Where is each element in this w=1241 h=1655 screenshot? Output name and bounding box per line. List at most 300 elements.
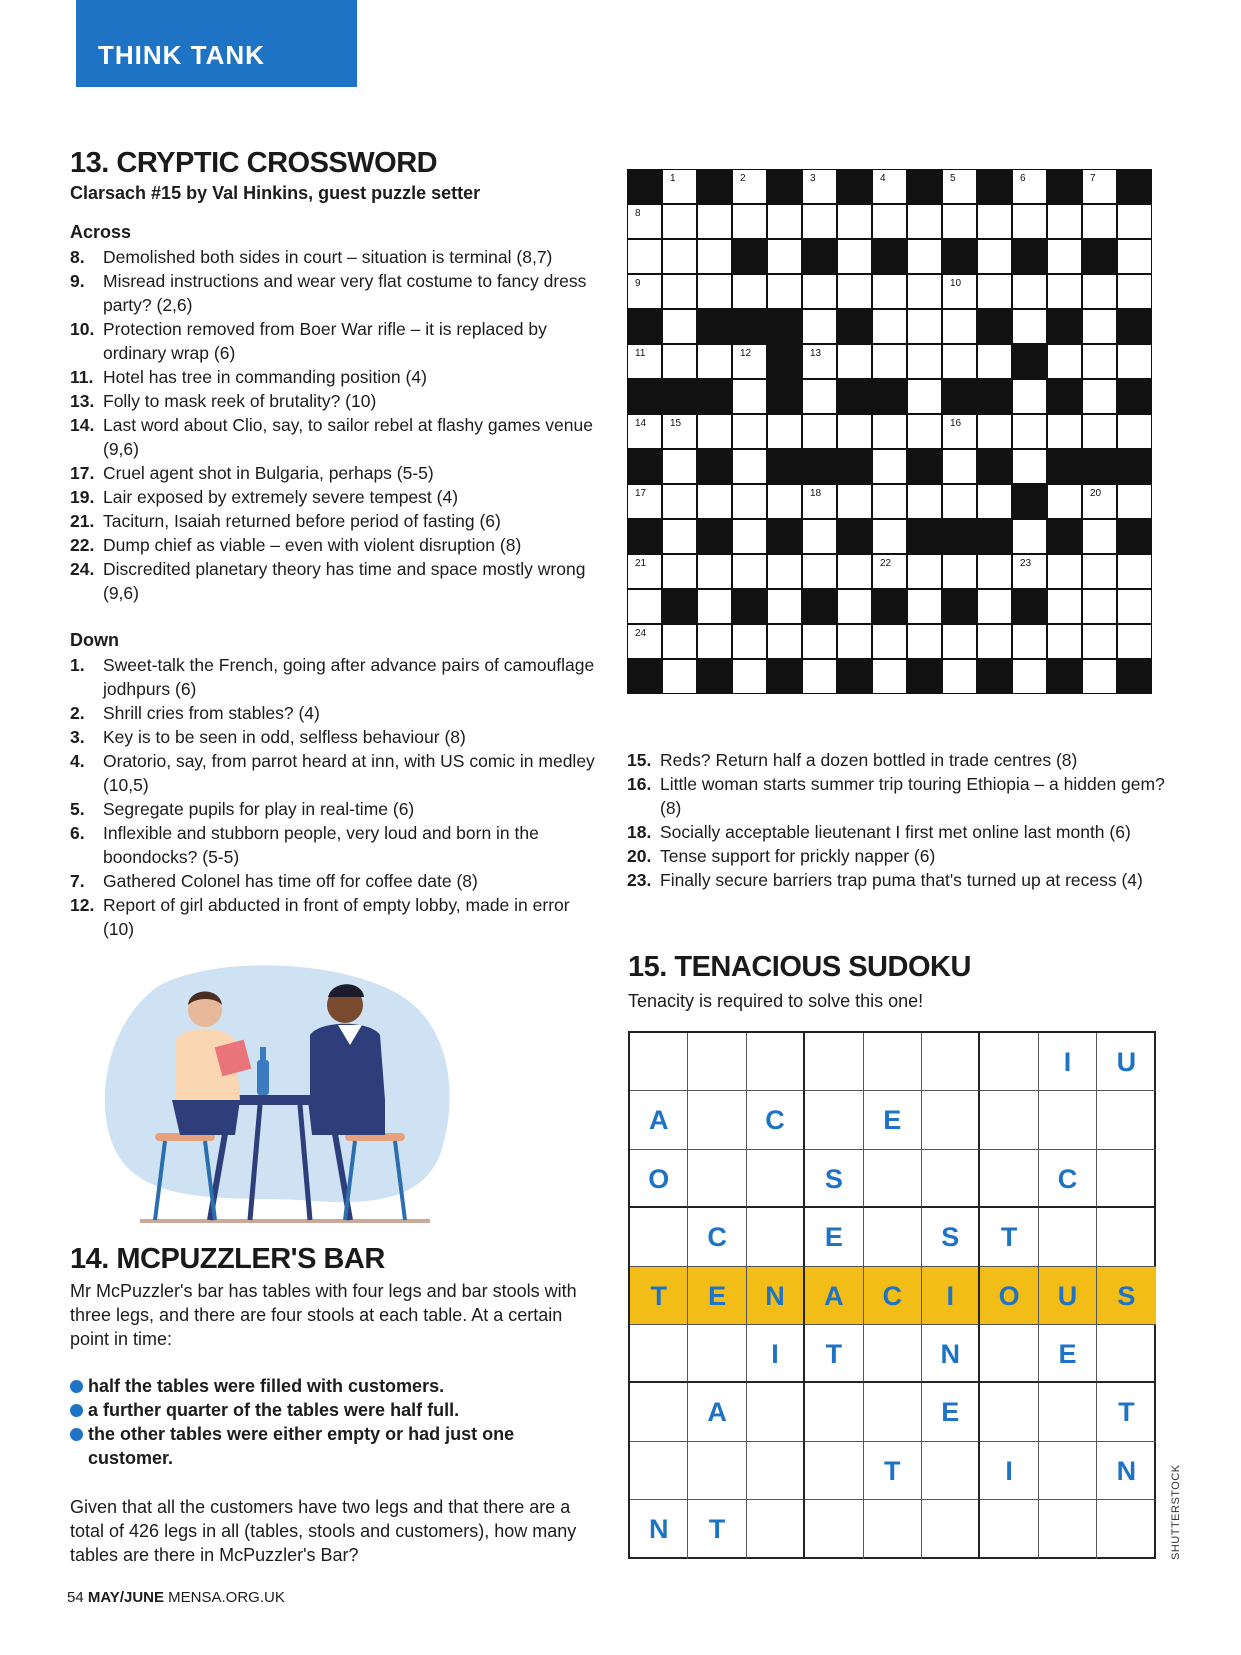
- crossword-cell[interactable]: [733, 205, 766, 238]
- crossword-cell[interactable]: [1048, 485, 1081, 518]
- sudoku-subtitle: Tenacity is required to solve this one!: [628, 991, 924, 1011]
- crossword-block: [1013, 240, 1046, 273]
- clue-number-label: 11: [635, 348, 646, 359]
- sudoku-cell[interactable]: [864, 1208, 922, 1266]
- sudoku-cell[interactable]: U: [1039, 1267, 1097, 1325]
- sudoku-cell[interactable]: C: [688, 1208, 746, 1266]
- crossword-cell[interactable]: [1083, 485, 1116, 518]
- sudoku-cell[interactable]: [980, 1033, 1038, 1091]
- crossword-cell[interactable]: [803, 345, 836, 378]
- crossword-cell[interactable]: [873, 205, 906, 238]
- crossword-cell[interactable]: [908, 205, 941, 238]
- crossword-cell[interactable]: [768, 275, 801, 308]
- sudoku-cell[interactable]: [630, 1033, 688, 1091]
- crossword-cell[interactable]: [663, 170, 696, 203]
- crossword-cell[interactable]: [978, 240, 1011, 273]
- sudoku-cell[interactable]: [980, 1325, 1038, 1383]
- crossword-cell[interactable]: [1048, 590, 1081, 623]
- sudoku-cell[interactable]: [688, 1325, 746, 1383]
- sudoku-cell[interactable]: C: [1039, 1150, 1097, 1208]
- crossword-cell[interactable]: [978, 415, 1011, 448]
- crossword-cell[interactable]: [733, 170, 766, 203]
- crossword-block: [1118, 660, 1151, 693]
- crossword-cell[interactable]: [663, 450, 696, 483]
- crossword-cell[interactable]: [1083, 590, 1116, 623]
- crossword-cell[interactable]: [1118, 240, 1151, 273]
- clue-number-label: 4: [880, 173, 886, 184]
- sudoku-cell[interactable]: N: [747, 1267, 805, 1325]
- clue-text: Cruel agent shot in Bulgaria, perhaps (5-5): [103, 463, 434, 483]
- sudoku-cell[interactable]: I: [922, 1267, 980, 1325]
- crossword-cell[interactable]: [628, 240, 661, 273]
- sudoku-cell[interactable]: [922, 1500, 980, 1558]
- clue-text: Gathered Colonel has time off for coffee date (8): [103, 871, 478, 891]
- crossword-cell[interactable]: [1013, 520, 1046, 553]
- sudoku-cell[interactable]: E: [1039, 1325, 1097, 1383]
- sudoku-cell[interactable]: [630, 1442, 688, 1500]
- crossword-block: [628, 170, 661, 203]
- crossword-cell[interactable]: [628, 415, 661, 448]
- clue-text: Key is to be seen in odd, selfless behaviour (8): [103, 727, 466, 747]
- crossword-cell[interactable]: [1118, 275, 1151, 308]
- crossword-cell[interactable]: [908, 240, 941, 273]
- crossword-cell[interactable]: [873, 170, 906, 203]
- crossword-cell[interactable]: [1083, 205, 1116, 238]
- crossword-cell[interactable]: [873, 310, 906, 343]
- crossword-block: [1048, 520, 1081, 553]
- crossword-block: [978, 520, 1011, 553]
- crossword-cell[interactable]: [663, 555, 696, 588]
- crossword-cell[interactable]: [978, 590, 1011, 623]
- crossword-cell[interactable]: [663, 240, 696, 273]
- sudoku-cell[interactable]: [1039, 1383, 1097, 1441]
- clue-text: Shrill cries from stables? (4): [103, 703, 320, 723]
- down-clue: [70, 869, 600, 893]
- crossword-cell[interactable]: [838, 345, 871, 378]
- across-clue: [70, 533, 600, 557]
- clue-number: 24.: [70, 559, 95, 579]
- crossword-cell[interactable]: [663, 205, 696, 238]
- clue-number: 19.: [70, 487, 95, 507]
- crossword-cell[interactable]: [908, 590, 941, 623]
- clue-number-label: 22: [880, 558, 892, 569]
- crossword-cell[interactable]: [768, 555, 801, 588]
- sudoku-cell[interactable]: [980, 1383, 1038, 1441]
- crossword-cell[interactable]: [698, 415, 731, 448]
- clue-text: Oratorio, say, from parrot heard at inn, with US comic in medley (10,5): [103, 751, 595, 795]
- crossword-cell[interactable]: [873, 345, 906, 378]
- sudoku-cell[interactable]: N: [922, 1325, 980, 1383]
- sudoku-cell[interactable]: [688, 1091, 746, 1149]
- crossword-cell[interactable]: [803, 170, 836, 203]
- section-tab-label: THINK TANK: [98, 40, 265, 70]
- crossword-cell[interactable]: [803, 205, 836, 238]
- crossword-cell[interactable]: [733, 660, 766, 693]
- crossword-cell[interactable]: [1118, 205, 1151, 238]
- crossword-cell[interactable]: [873, 415, 906, 448]
- sudoku-cell[interactable]: [922, 1091, 980, 1149]
- crossword-cell[interactable]: [1083, 310, 1116, 343]
- crossword-cell[interactable]: [1118, 485, 1151, 518]
- sudoku-cell[interactable]: [980, 1500, 1038, 1558]
- across-clue: [70, 317, 600, 365]
- crossword-cell[interactable]: [943, 275, 976, 308]
- clue-text: Finally secure barriers trap puma that's turned up at recess (4): [660, 870, 1143, 890]
- crossword-cell[interactable]: [838, 240, 871, 273]
- crossword-cell[interactable]: [733, 485, 766, 518]
- crossword-cell[interactable]: [1083, 520, 1116, 553]
- sudoku-cell[interactable]: S: [805, 1150, 863, 1208]
- crossword-cell[interactable]: [1013, 625, 1046, 658]
- crossword-cell[interactable]: [768, 205, 801, 238]
- crossword-cell[interactable]: [943, 625, 976, 658]
- crossword-cell[interactable]: [663, 415, 696, 448]
- crossword-cell[interactable]: [1013, 415, 1046, 448]
- sudoku-cell[interactable]: S: [922, 1208, 980, 1266]
- crossword-cell[interactable]: [1013, 660, 1046, 693]
- sudoku-cell[interactable]: N: [630, 1500, 688, 1558]
- crossword-cell[interactable]: [1048, 625, 1081, 658]
- crossword-cell[interactable]: [803, 380, 836, 413]
- crossword-cell[interactable]: [1118, 415, 1151, 448]
- crossword-cell[interactable]: [768, 415, 801, 448]
- crossword-cell[interactable]: [768, 240, 801, 273]
- bar-bullet: [70, 1374, 580, 1398]
- crossword-block: [943, 380, 976, 413]
- sudoku-cell[interactable]: [864, 1150, 922, 1208]
- crossword-cell[interactable]: [628, 345, 661, 378]
- sudoku-cell[interactable]: [1097, 1325, 1155, 1383]
- crossword-cell[interactable]: [733, 415, 766, 448]
- sudoku-cell[interactable]: [747, 1208, 805, 1266]
- crossword-cell[interactable]: [838, 590, 871, 623]
- clue-number-label: 17: [635, 488, 647, 499]
- crossword-cell[interactable]: [698, 485, 731, 518]
- crossword-cell[interactable]: [628, 625, 661, 658]
- sudoku-cell[interactable]: [1039, 1091, 1097, 1149]
- crossword-block: [733, 590, 766, 623]
- sudoku-cell[interactable]: [747, 1150, 805, 1208]
- crossword-cell[interactable]: [978, 205, 1011, 238]
- crossword-cell[interactable]: [943, 415, 976, 448]
- clue-number-label: 5: [950, 173, 956, 184]
- sudoku-cell[interactable]: A: [805, 1267, 863, 1325]
- crossword-cell[interactable]: [1083, 170, 1116, 203]
- sudoku-cell[interactable]: [864, 1383, 922, 1441]
- crossword-cell[interactable]: [628, 590, 661, 623]
- crossword-cell[interactable]: [873, 450, 906, 483]
- crossword-block: [838, 380, 871, 413]
- crossword-block: [873, 240, 906, 273]
- sudoku-cell[interactable]: [922, 1150, 980, 1208]
- down-clue: [70, 893, 600, 941]
- sudoku-cell[interactable]: [688, 1442, 746, 1500]
- bar-bullet-list: [70, 1374, 580, 1470]
- crossword-block: [978, 450, 1011, 483]
- crossword-cell[interactable]: [803, 625, 836, 658]
- sudoku-cell[interactable]: O: [630, 1150, 688, 1208]
- crossword-cell[interactable]: [733, 520, 766, 553]
- crossword-cell[interactable]: [698, 240, 731, 273]
- crossword-cell[interactable]: [803, 485, 836, 518]
- crossword-cell[interactable]: [1013, 170, 1046, 203]
- crossword-cell[interactable]: [803, 310, 836, 343]
- sudoku-cell[interactable]: [1097, 1150, 1155, 1208]
- crossword-cell[interactable]: [908, 275, 941, 308]
- crossword-cell[interactable]: [838, 415, 871, 448]
- bullet-dot-icon: [70, 1428, 83, 1441]
- crossword-block: [698, 660, 731, 693]
- crossword-cell[interactable]: [978, 625, 1011, 658]
- crossword-cell[interactable]: [1048, 415, 1081, 448]
- sudoku-cell[interactable]: I: [1039, 1033, 1097, 1091]
- sudoku-cell[interactable]: A: [688, 1383, 746, 1441]
- sudoku-cell[interactable]: [1039, 1442, 1097, 1500]
- sudoku-cell[interactable]: [805, 1442, 863, 1500]
- crossword-cell[interactable]: [873, 485, 906, 518]
- sudoku-cell[interactable]: A: [630, 1091, 688, 1149]
- sudoku-cell[interactable]: [630, 1208, 688, 1266]
- sudoku-cell[interactable]: T: [980, 1208, 1038, 1266]
- crossword-cell[interactable]: [733, 450, 766, 483]
- sudoku-cell[interactable]: [922, 1033, 980, 1091]
- sudoku-cell[interactable]: T: [1097, 1383, 1155, 1441]
- sudoku-cell[interactable]: [1097, 1091, 1155, 1149]
- crossword-cell[interactable]: [733, 555, 766, 588]
- crossword-cell[interactable]: [838, 555, 871, 588]
- crossword-cell[interactable]: [1118, 590, 1151, 623]
- clue-number-label: 8: [635, 208, 641, 219]
- crossword-cell[interactable]: [733, 275, 766, 308]
- clue-text: Protection removed from Boer War rifle – it is replaced by ordinary wrap (6): [103, 319, 547, 363]
- sudoku-cell[interactable]: [1097, 1500, 1155, 1558]
- sudoku-cell[interactable]: [864, 1325, 922, 1383]
- bar-bullet: [70, 1422, 580, 1470]
- sudoku-cell[interactable]: [980, 1091, 1038, 1149]
- sudoku-cell[interactable]: E: [805, 1208, 863, 1266]
- crossword-cell[interactable]: [1083, 625, 1116, 658]
- crossword-cell[interactable]: [838, 275, 871, 308]
- sudoku-cell[interactable]: [1039, 1208, 1097, 1266]
- crossword-cell[interactable]: [1013, 450, 1046, 483]
- crossword-block: [1048, 450, 1081, 483]
- crossword-cell[interactable]: [803, 520, 836, 553]
- bullet-text: the other tables were either empty or had just one customer.: [88, 1424, 515, 1468]
- sudoku-cell[interactable]: U: [1097, 1033, 1155, 1091]
- sudoku-cell[interactable]: [864, 1500, 922, 1558]
- crossword-cell[interactable]: [698, 625, 731, 658]
- crossword-cell[interactable]: [1048, 205, 1081, 238]
- sudoku-cell[interactable]: O: [980, 1267, 1038, 1325]
- issue-label: MAY/JUNE: [87, 1589, 164, 1606]
- crossword-cell[interactable]: [838, 205, 871, 238]
- crossword-block: [908, 170, 941, 203]
- sudoku-cell[interactable]: T: [864, 1442, 922, 1500]
- crossword-cell[interactable]: [943, 345, 976, 378]
- bullet-dot-icon: [70, 1404, 83, 1417]
- sudoku-cell[interactable]: I: [747, 1325, 805, 1383]
- sudoku-cell[interactable]: E: [864, 1091, 922, 1149]
- crossword-cell[interactable]: [908, 415, 941, 448]
- sudoku-cell[interactable]: [630, 1325, 688, 1383]
- crossword-cell[interactable]: [1083, 415, 1116, 448]
- sudoku-cell[interactable]: [688, 1033, 746, 1091]
- crossword-cell[interactable]: [1083, 345, 1116, 378]
- crossword-cell[interactable]: [873, 555, 906, 588]
- sudoku-cell[interactable]: E: [922, 1383, 980, 1441]
- sudoku-cell[interactable]: N: [1097, 1442, 1155, 1500]
- crossword-cell[interactable]: [943, 660, 976, 693]
- crossword-cell[interactable]: [873, 520, 906, 553]
- crossword-cell[interactable]: [978, 485, 1011, 518]
- sudoku-cell[interactable]: C: [747, 1091, 805, 1149]
- sudoku-cell[interactable]: [805, 1033, 863, 1091]
- crossword-cell[interactable]: [943, 450, 976, 483]
- crossword-cell[interactable]: [838, 485, 871, 518]
- crossword-cell[interactable]: [908, 485, 941, 518]
- crossword-cell[interactable]: [663, 520, 696, 553]
- sudoku-cell[interactable]: [747, 1500, 805, 1558]
- sudoku-cell[interactable]: C: [864, 1267, 922, 1325]
- crossword-block: [908, 520, 941, 553]
- crossword-cell[interactable]: [663, 485, 696, 518]
- crossword-cell[interactable]: [908, 625, 941, 658]
- crossword-cell[interactable]: [663, 310, 696, 343]
- crossword-cell[interactable]: [908, 310, 941, 343]
- down-clue: [70, 653, 600, 701]
- crossword-cell[interactable]: [698, 275, 731, 308]
- crossword-cell[interactable]: [803, 660, 836, 693]
- across-clue: [70, 389, 600, 413]
- clue-text: Report of girl abducted in front of empty lobby, made in error (10): [103, 895, 570, 939]
- crossword-cell[interactable]: [943, 205, 976, 238]
- crossword-cell[interactable]: [1048, 275, 1081, 308]
- sudoku-cell[interactable]: [805, 1383, 863, 1441]
- crossword-block: [663, 380, 696, 413]
- crossword-cell[interactable]: [943, 555, 976, 588]
- sudoku-cell[interactable]: T: [630, 1267, 688, 1325]
- crossword-cell[interactable]: [663, 625, 696, 658]
- crossword-cell[interactable]: [733, 345, 766, 378]
- crossword-cell[interactable]: [768, 485, 801, 518]
- crossword-cell[interactable]: [908, 345, 941, 378]
- crossword-block: [1048, 380, 1081, 413]
- crossword-cell[interactable]: [873, 660, 906, 693]
- crossword-cell[interactable]: [663, 345, 696, 378]
- clue-text: Misread instructions and wear very flat costume to fancy dress party? (2,6): [103, 271, 587, 315]
- sudoku-cell[interactable]: [630, 1383, 688, 1441]
- crossword-block: [1013, 485, 1046, 518]
- crossword-block: [803, 450, 836, 483]
- sudoku-cell[interactable]: [1097, 1208, 1155, 1266]
- crossword-cell[interactable]: [1083, 275, 1116, 308]
- crossword-cell[interactable]: [1013, 205, 1046, 238]
- crossword-cell[interactable]: [908, 555, 941, 588]
- crossword-cell[interactable]: [1118, 345, 1151, 378]
- sudoku-cell[interactable]: E: [688, 1267, 746, 1325]
- crossword-cell[interactable]: [1118, 625, 1151, 658]
- crossword-cell[interactable]: [978, 555, 1011, 588]
- sudoku-cell[interactable]: [1039, 1500, 1097, 1558]
- crossword-cell[interactable]: [698, 555, 731, 588]
- crossword-cell[interactable]: [803, 275, 836, 308]
- sudoku-cell[interactable]: T: [688, 1500, 746, 1558]
- bullet-text: half the tables were filled with customers.: [88, 1376, 445, 1396]
- crossword-cell[interactable]: [698, 590, 731, 623]
- crossword-cell[interactable]: [1083, 660, 1116, 693]
- crossword-cell[interactable]: [873, 625, 906, 658]
- crossword-cell[interactable]: [1083, 555, 1116, 588]
- crossword-cell[interactable]: [698, 345, 731, 378]
- crossword-cell[interactable]: [628, 485, 661, 518]
- sudoku-cell[interactable]: S: [1097, 1267, 1155, 1325]
- page-footer: [67, 1589, 285, 1606]
- crossword-cell[interactable]: [1048, 345, 1081, 378]
- crossword-cell[interactable]: [663, 275, 696, 308]
- clue-number: 13.: [70, 391, 95, 411]
- clue-text: Little woman starts summer trip touring Ethiopia – a hidden gem? (8): [660, 774, 1165, 818]
- crossword-cell[interactable]: [943, 170, 976, 203]
- crossword-cell[interactable]: [1048, 240, 1081, 273]
- clue-number: 1.: [70, 655, 85, 675]
- down-clue: [627, 868, 1187, 892]
- crossword-cell[interactable]: [1118, 555, 1151, 588]
- sudoku-cell[interactable]: [747, 1033, 805, 1091]
- sudoku-cell[interactable]: [805, 1500, 863, 1558]
- crossword-cell[interactable]: [768, 590, 801, 623]
- crossword-cell[interactable]: [628, 205, 661, 238]
- down-clue: [70, 749, 600, 797]
- crossword-cell[interactable]: [698, 205, 731, 238]
- crossword-cell[interactable]: [1083, 380, 1116, 413]
- crossword-cell[interactable]: [1013, 555, 1046, 588]
- clue-number: 17.: [70, 463, 95, 483]
- down-clue: [70, 821, 600, 869]
- sudoku-cell[interactable]: [922, 1442, 980, 1500]
- crossword-cell[interactable]: [873, 275, 906, 308]
- clue-number-label: 2: [740, 173, 746, 184]
- crossword-cell[interactable]: [663, 660, 696, 693]
- sudoku-cell[interactable]: [805, 1091, 863, 1149]
- crossword-cell[interactable]: [733, 625, 766, 658]
- crossword-cell[interactable]: [803, 415, 836, 448]
- clue-number: 23.: [627, 870, 652, 890]
- sudoku-cell[interactable]: T: [805, 1325, 863, 1383]
- crossword-cell[interactable]: [628, 555, 661, 588]
- crossword-cell[interactable]: [733, 380, 766, 413]
- down-clue: [70, 725, 600, 749]
- crossword-cell[interactable]: [628, 275, 661, 308]
- crossword-cell[interactable]: [978, 345, 1011, 378]
- sudoku-cell[interactable]: [747, 1383, 805, 1441]
- crossword-cell[interactable]: [943, 310, 976, 343]
- sudoku-cell[interactable]: [747, 1442, 805, 1500]
- crossword-cell[interactable]: [1013, 275, 1046, 308]
- sudoku-cell[interactable]: [980, 1150, 1038, 1208]
- sudoku-cell[interactable]: [864, 1033, 922, 1091]
- crossword-cell[interactable]: [1048, 555, 1081, 588]
- crossword-cell[interactable]: [1013, 380, 1046, 413]
- crossword-cell[interactable]: [838, 625, 871, 658]
- crossword-cell[interactable]: [803, 555, 836, 588]
- crossword-cell[interactable]: [908, 380, 941, 413]
- crossword-cell[interactable]: [1013, 310, 1046, 343]
- sudoku-cell[interactable]: I: [980, 1442, 1038, 1500]
- sudoku-cell[interactable]: [688, 1150, 746, 1208]
- crossword-cell[interactable]: [978, 275, 1011, 308]
- crossword-cell[interactable]: [943, 485, 976, 518]
- crossword-cell[interactable]: [768, 625, 801, 658]
